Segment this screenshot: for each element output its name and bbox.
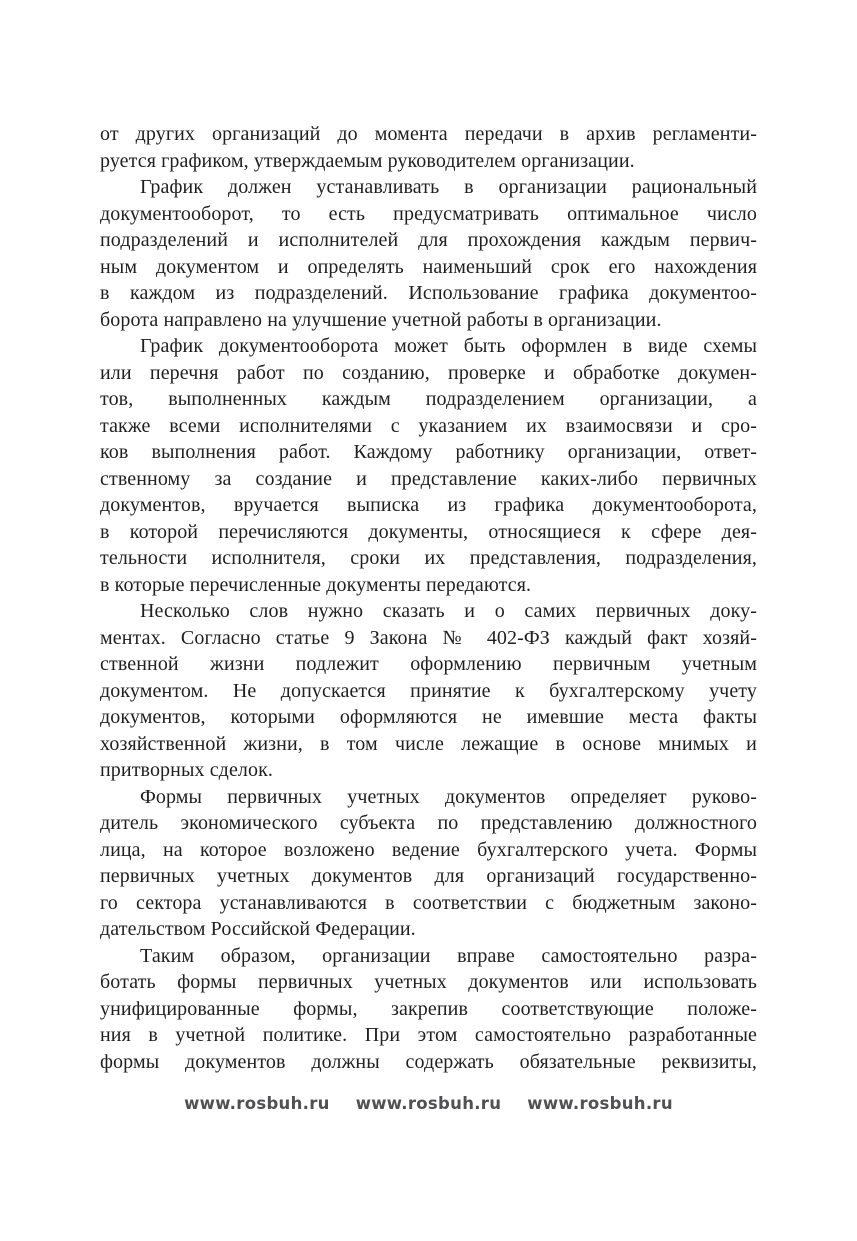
text-line: Несколько слов нужно сказать и о самих первичных доку- bbox=[140, 600, 757, 622]
text-line: Таким образом, организации вправе самостоятельно разра- bbox=[140, 944, 757, 967]
paragraph bbox=[100, 333, 757, 598]
text-line: ния в учетной политике. При этом самостоятельно разработанные bbox=[100, 1024, 757, 1046]
text-line: хозяйственной жизни, в том числе лежащие в основе мнимых и bbox=[100, 732, 757, 755]
text-line: ков выполнения работ. Каждому работнику организации, ответ- bbox=[100, 441, 757, 463]
text-line: го сектора устанавливаются в соответствии с бюджетным законо- bbox=[100, 891, 757, 914]
text-line: документом. Не допускается принятие к бухгалтерскому учету bbox=[100, 679, 757, 702]
text-line: ментах. Согласно статье 9 Закона № 402-ФЗ каждый факт хозяй- bbox=[100, 626, 757, 649]
text-line: формы документов должны содержать обязательные реквизиты, bbox=[100, 1050, 757, 1073]
paragraph bbox=[100, 174, 757, 333]
text-line: дитель экономического субъекта по представлению должностного bbox=[100, 812, 757, 834]
text-line: в которой перечисляются документы, относящиеся к сфере дея- bbox=[100, 520, 757, 543]
text-line: также всеми исполнителями с указанием их взаимосвязи и сро- bbox=[100, 414, 757, 437]
paragraph bbox=[100, 598, 757, 784]
text-line: унифицированные формы, закрепив соответствующие положе- bbox=[100, 997, 757, 1020]
text-line: дательством Российской Федерации. bbox=[100, 918, 416, 940]
text-line: График должен устанавливать в организации рациональный bbox=[140, 176, 757, 198]
text-line: ственной жизни подлежит оформлению первичным учетным bbox=[100, 653, 757, 675]
text-line: лица, на которое возложено ведение бухгалтерского учета. Формы bbox=[100, 838, 757, 861]
footer-url: www.rosbuh.ru bbox=[527, 1094, 673, 1113]
text-line: График документооборота может быть оформлен в виде схемы bbox=[140, 335, 757, 357]
body-text bbox=[100, 121, 757, 1075]
paragraph bbox=[100, 121, 757, 174]
text-line: документооборот, то есть предусматривать оптимальное число bbox=[100, 202, 757, 225]
paragraph bbox=[100, 943, 757, 1076]
text-line: ственному за создание и представление каких-либо первичных bbox=[100, 467, 757, 490]
text-line: документов, вручается выписка из графика документооборота, bbox=[100, 494, 757, 516]
text-line: Формы первичных учетных документов определяет руково- bbox=[140, 785, 757, 808]
text-line: документов, которыми оформляются не имевшие места факты bbox=[100, 706, 757, 728]
text-line: подразделений и исполнителей для прохождения каждым первич- bbox=[100, 229, 757, 251]
footer-url: www.rosbuh.ru bbox=[355, 1094, 502, 1113]
text-line: притворных сделок. bbox=[100, 759, 274, 781]
text-line: ботать формы первичных учетных документов или использовать bbox=[100, 971, 757, 993]
text-line: от других организаций до момента передачи в архив регламенти- bbox=[100, 123, 757, 145]
footer-url: www.rosbuh.ru bbox=[184, 1094, 330, 1113]
text-line: ным документом и определять наименьший срок его нахождения bbox=[100, 255, 757, 278]
page-footer bbox=[0, 1094, 857, 1113]
text-line: или перечня работ по созданию, проверке и обработке докумен- bbox=[100, 361, 757, 384]
paragraph bbox=[100, 784, 757, 943]
text-line: первичных учетных документов для организаций государственно- bbox=[100, 865, 757, 887]
text-line: тов, выполненных каждым подразделением организации, а bbox=[100, 388, 757, 410]
text-line: борота направлено на улучшение учетной работы в организации. bbox=[100, 308, 662, 331]
text-line: тельности исполнителя, сроки их представления, подразделения, bbox=[100, 547, 757, 569]
text-line: в каждом из подразделений. Использование графика документоо- bbox=[100, 282, 757, 304]
text-line: в которые перечисленные документы передаются. bbox=[100, 573, 532, 596]
text-line: руется графиком, утверждаемым руководителем организации. bbox=[100, 149, 635, 172]
